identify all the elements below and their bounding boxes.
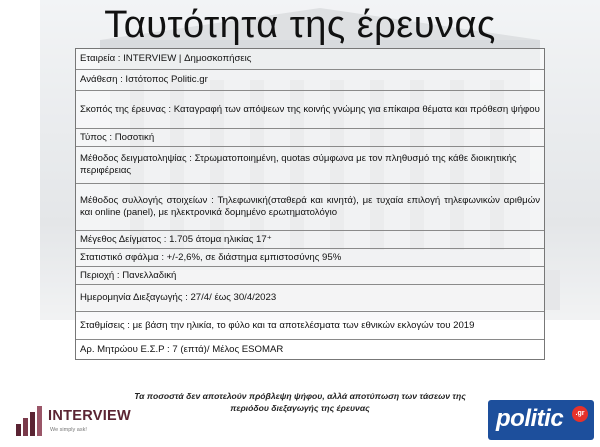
- table-row: [76, 70, 544, 91]
- row-statistical-error: Στατιστικό σφάλμα : +/-2,6%, σε διάστημα εμπιστοσύνης 95%: [80, 251, 342, 263]
- table-row: [76, 184, 544, 231]
- row-sampling-method: Μέθοδος δειγματοληψίας : Στρωματοποιημένη, quotas σύμφωνα με τον πληθυσμό της κάθε διοικητικής περιφέρειας: [80, 153, 517, 176]
- table-row: [76, 285, 544, 312]
- table-row: [76, 91, 544, 129]
- survey-identity-table: [75, 48, 545, 360]
- table-row: [76, 147, 544, 184]
- table-row: [76, 49, 544, 70]
- interview-tagline: We simply ask!: [50, 427, 87, 433]
- table-row: [76, 129, 544, 147]
- table-row: [76, 312, 544, 340]
- row-collection-method: Μέθοδος συλλογής στοιχείων : Τηλεφωνική(σταθερά και κινητά), με τυχαία επιλογή τηλεφωνικών αριθμών και online (panel), με ηλεκτρονικά δομημένο ερωτηματολόγιο: [80, 195, 540, 218]
- table-row: [76, 249, 544, 267]
- row-weights: Σταθμίσεις : με βάση την ηλικία, το φύλο και τα αποτελέσματα των εθνικών εκλογών του 2019: [80, 319, 475, 331]
- interview-bars-icon: [16, 406, 44, 436]
- interview-wordmark: INTERVIEW: [48, 408, 131, 424]
- row-dates: Ημερομηνία Διεξαγωγής : 27/4/ έως 30/4/2023: [80, 292, 277, 303]
- row-purpose: Σκοπός της έρευνας : Καταγραφή των απόψεων της κοινής γνώμης για επίκαιρα θέματα και πρόθεση ψήφου: [80, 103, 540, 115]
- table-row: [76, 231, 544, 249]
- politic-wordmark: politic: [496, 405, 564, 432]
- row-sample-size: Μέγεθος Δείγματος : 1.705 άτομα ηλικίας 17⁺: [80, 233, 272, 245]
- interview-logo: [16, 404, 156, 440]
- row-registry: Αρ. Μητρώου Ε.Σ.Ρ : 7 (επτά)/ Μέλος ESOMAR: [80, 343, 284, 355]
- row-type: Τύπος : Ποσοτική: [80, 131, 155, 143]
- table-row: [76, 340, 544, 359]
- page-title: Ταυτότητα της έρευνας: [104, 4, 496, 46]
- politic-logo: [488, 400, 594, 440]
- row-company: Εταιρεία : INTERVIEW | Δημοσκοπήσεις: [80, 53, 252, 64]
- row-commission: Ανάθεση : Ιστότοπος Politic.gr: [80, 74, 208, 85]
- table-row: [76, 267, 544, 285]
- row-region: Περιοχή : Πανελλαδική: [80, 269, 177, 281]
- disclaimer-note: Τα ποσοστά δεν αποτελούν πρόβλεψη ψήφου, αλλά αποτύπωση των τάσεων της περιόδου διεξαγωγής της έρευνας: [134, 391, 466, 413]
- politic-gr-badge: .gr: [572, 406, 588, 422]
